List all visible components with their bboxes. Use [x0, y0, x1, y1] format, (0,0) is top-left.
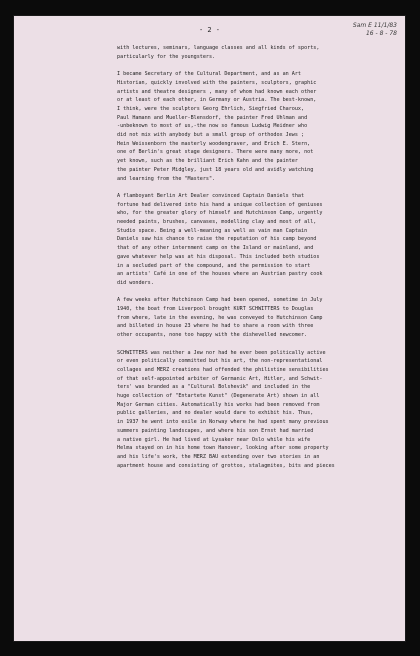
text-line: I became Secretary of the Cultural Department, and as an Art: [117, 71, 302, 78]
text-line: Studio space. Being a well-meaning as well as vain man Captain: [117, 227, 308, 234]
text-line: Helma stayed on in his home town Hanover, looking after some property: [117, 445, 329, 452]
text-line: apartment house and consisting of grottos, stalagmites, bits and pieces: [117, 462, 335, 469]
text-line: with lectures, seminars, language classes and all kinds of sports,: [117, 45, 320, 51]
text-line: the painter Peter Midgley, just 18 years old and avidly watching: [117, 166, 314, 173]
text-line: did not mix with anybody but a small group of orthodox Jews ;: [117, 132, 305, 139]
paragraph: [117, 296, 393, 340]
text-line: did wonders.: [117, 279, 154, 286]
text-line: needed paints, brushes, canvases, modelling clay and most of all,: [117, 219, 317, 226]
text-line: gave whatever help was at his disposal. This included both studios: [117, 253, 320, 260]
text-line: -unbeknown to most of us,-the now so famous Ludwig Meidner who: [117, 123, 308, 130]
text-line: from where, late in the evening, he was conveyed to Hutchinson Camp: [117, 314, 323, 321]
text-line: or even politically committed but his art, the non-representational: [117, 358, 323, 365]
text-line: yet known, such as the brilliant Erich Kahn and the painter: [117, 158, 298, 165]
text-line: Major German cities. Automatically his works had been removed from: [117, 401, 320, 408]
text-line: ters' was branded as a "Cultural Bolshevik" and included in the: [117, 384, 311, 391]
text-line: huge collection of "Entartete Kunst" (Degenerate Art) shown in all: [117, 393, 320, 400]
text-line: 1940, the boat from Liverpool brought KURT SCHWITTERS to Douglas: [117, 306, 314, 313]
text-line: a native girl. He had lived at Lysaker near Oslo while his wife: [117, 436, 311, 443]
text-line: fortune had delivered into his hand a unique collection of geniuses: [117, 201, 323, 208]
paragraph: [117, 192, 393, 288]
text-line: one of Berlin's great stage designers. There were many more, not: [117, 149, 314, 156]
typed-body-text: [117, 44, 393, 479]
text-line: in a secluded part of the compound, and the permission to start: [117, 262, 311, 269]
text-line: A flamboyant Berlin Art Dealer convinced Captain Daniels that: [117, 192, 305, 199]
page-number: - 2 -: [198, 26, 221, 34]
text-line: that of any other internment camp on the Island or mainland, and: [117, 245, 314, 252]
text-line: artists and theatre designers , many of whom had known each other: [117, 88, 317, 95]
paragraph: [117, 44, 393, 61]
text-line: in 1937 he went into exile in Norway where he had spent many previous: [117, 419, 329, 426]
text-line: an artists' Café in one of the houses where an Austrian pastry cook: [117, 271, 323, 278]
text-line: Historian, quickly involved with the painters, sculptors, graphic: [117, 79, 317, 86]
text-line: public galleries, and no dealer would dare to exhibit his. Thus,: [117, 410, 314, 417]
handwritten-note: [353, 22, 397, 38]
text-line: and learning from the "Masters".: [117, 175, 216, 182]
handwritten-note-line: 16 - 8 - 78: [365, 30, 397, 37]
text-line: summers painting landscapes, and where his son Ernst had married: [117, 427, 314, 434]
paragraph: [117, 70, 393, 183]
text-line: and billeted in house 23 where he had to share a room with three: [117, 323, 314, 330]
handwritten-note-line: Sam E 11/1/83: [352, 22, 397, 29]
text-line: collages and MERZ creations had offended the philistine sensibilities: [117, 366, 329, 373]
document-page: [14, 16, 405, 641]
text-line: Daniels saw his chance to raise the reputation of his camp beyond: [117, 236, 317, 243]
text-line: SCHWITTERS was neither a Jew nor had he ever been politically active: [117, 349, 326, 356]
text-line: and his life's work, the MERZ BAU extending over two stories in an: [117, 453, 320, 460]
text-line: Paul Hamann and Mueller-Blensdorf, the painter Fred Uhlman and: [117, 114, 308, 121]
text-line: or at least of each other, in Germany or Austria. The best-known,: [117, 97, 317, 104]
text-line: who, for the greater glory of himself and Hutchinson Camp, urgently: [117, 210, 323, 217]
text-line: Hein Weissenborn the masterly woodengraver, and Erich E. Stern,: [117, 140, 311, 147]
text-line: particularly for the youngsters.: [117, 53, 216, 60]
text-line: of that self-appointed arbiter of Germanic Art, Hitler, and Schwit-: [117, 375, 323, 382]
text-line: I think, were the sculptors Georg Ehrlich, Siegfried Charoux,: [117, 105, 305, 112]
text-line: other occupants, none too happy with the dishevelled newcomer.: [117, 332, 308, 339]
paragraph: [117, 349, 393, 471]
text-line: A few weeks after Hutchinson Camp had been opened, sometime in July: [117, 297, 323, 304]
